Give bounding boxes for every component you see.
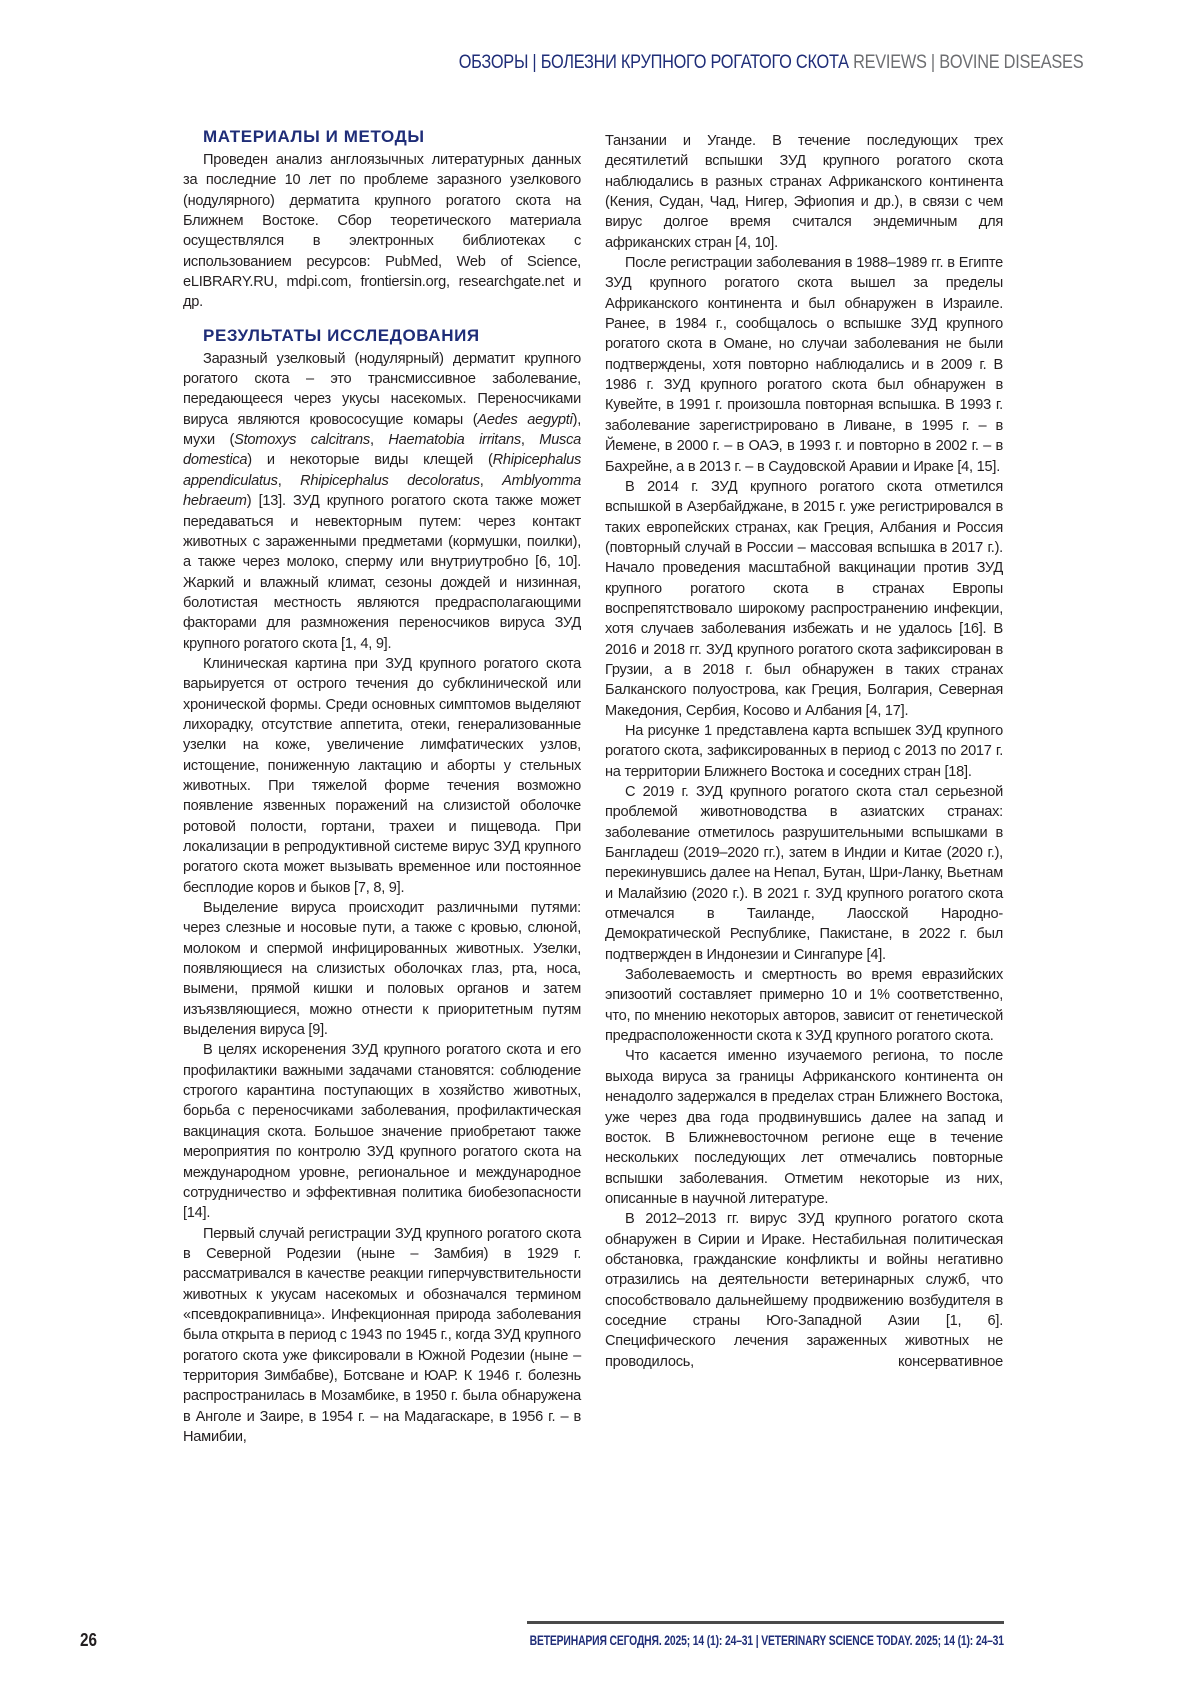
footer-divider: [527, 1621, 1004, 1624]
text-segment: ) [13]. ЗУД крупного рогатого скота также может передаваться и невекторным путем: через контакт животных с зараженными предметами (кормушки, поилки), а также через молоко, сперму или внутриутробно [6, 10]. Жаркий и влажный климат, сезоны дождей и низинная, болотистая местность являются предрасполагающими факторами для размножения переносчиков вируса ЗУД крупного рогатого скота [1, 4, 9].: [183, 493, 581, 651]
paragraph-clinical-picture: Клиническая картина при ЗУД крупного рогатого скота варьируется от острого течения до субклинической или хронической формы. Среди основных симптомов выделяют лихорадку, отсутствие аппетита, отеки, генерализованные узелки на коже, увеличение лимфатических узлов, истощение, пониженную лактацию и аборты у стельных животных. При тяжелой форме течения возможно появление язвенных поражений на слизистой оболочке ротовой полости, гортани, трахеи и пищевода. При локализации в репродуктивной системе вирус ЗУД крупного рогатого скота может вызывать временное или постоянное бесплодие коров и быков [7, 8, 9].: [183, 654, 581, 898]
heading-materials-methods: МАТЕРИАЛЫ И МЕТОДЫ: [203, 126, 581, 148]
paragraph-virus-shedding: Выделение вируса происходит различными путями: через слезные и носовые пути, а также с кровью, слюной, молоком и спермой инфицированных животных. Узелки, появляющиеся на слизистых оболочках глаз, рта, носа, вымени, прямой кишки и половых органов и затем изъязвляющиеся, можно отнести к приоритетным путям выделения вируса [9].: [183, 898, 581, 1040]
paragraph-history-africa: Первый случай регистрации ЗУД крупного рогатого скота в Северной Родезии (ныне – Замбия) в 1929 г. рассматривался в качестве реакции гиперчувствительности животных к укусам насекомых и обозначался термином «псевдокрапивница». Инфекционная природа заболевания была открыта в период с 1943 по 1945 г., когда ЗУД крупного рогатого скота уже фиксировали в Южной Родезии (ныне – территория Зимбабве), Ботсване и ЮАР. К 1946 г. болезнь распространилась в Мозамбике, в 1950 г. была обнаружена в Анголе и Заире, в 1954 г. – на Мадагаскаре, в 1956 г. – в Намибии,: [183, 1224, 581, 1448]
paragraph-middle-east-spread: После регистрации заболевания в 1988–1989 гг. в Египте ЗУД крупного рогатого скота вышел за пределы Африканского континента и был обнаружен в Израиле. Ранее, в 1984 г., сообщалось о вспышке ЗУД крупного рогатого скота в Омане, но случаи заболевания не были подтверждены, хотя повторно наблюдались и в 2009 г. В 1986 г. ЗУД крупного рогатого скота был обнаружен в Кувейте, в 1991 г. произошла повторная вспышка. В 1993 г. заболевание зарегистрировано в Ливане, в 1995 г. – в Йемене, в 2000 г. – в ОАЭ, в 1993 г. и повторно в 2002 г. – в Бахрейне, а в 2013 г. – в Саудовской Аравии и Ираке [4, 15].: [605, 253, 1003, 477]
paragraph-results-vectors: [183, 349, 581, 654]
running-header: [458, 52, 1083, 74]
paragraph-methods: Проведен анализ англоязычных литературных данных за последние 10 лет по проблеме заразного узелкового (нодулярного) дерматита крупного рогатого скота на Ближнем Востоке. Сбор теоретического материала осуществлялся в электронных библиотеках с использованием ресурсов: PubMed, Web of Science, eLIBRARY.RU, mdpi.com, frontiersin.org, researchgate.net и др.: [183, 150, 581, 313]
header-section-ru: ОБЗОРЫ | БОЛЕЗНИ КРУПНОГО РОГАТОГО СКОТА: [458, 52, 848, 73]
paragraph-region-focus: Что касается именно изучаемого региона, то после выхода вируса за границы Африканского континента он ненадолго задержался в пределах стран Ближнего Востока, уже через два года продвинувшись далее на запад и восток. В Ближневосточном регионе еще в течение нескольких последующих лет отмечались повторные вспышки заболевания. Отметим некоторые из них, описанные в научной литературе.: [605, 1046, 1003, 1209]
paragraph-europe-spread: В 2014 г. ЗУД крупного рогатого скота отметился вспышкой в Азербайджане, в 2015 г. уже регистрировался в таких европейских странах, как Греция, Албания и Россия (повторный случай в России – массовая вспышка в 2017 г.). Начало проведения масштабной вакцинации против ЗУД крупного рогатого скота в странах Европы воспрепятствовало широкому распространению инфекции, хотя случаев заболевания избежать и не удалось [16]. В 2016 и 2018 гг. ЗУД крупного рогатого скота зафиксирован в Грузии, а в 2018 г. был обнаружен в таких странах Балканского полуострова, как Греция, Болгария, Северная Македония, Сербия, Косово и Албания [4, 17].: [605, 477, 1003, 721]
paragraph-asia-spread: С 2019 г. ЗУД крупного рогатого скота стал серьезной проблемой животноводства в азиатских странах: заболевание отметилось разрушительными вспышками в Бангладеш (2019–2020 гг.), затем в Индии и Китае (2020 г.), перекинувшись далее на Непал, Бутан, Шри-Ланку, Вьетнам и Малайзию (2020 г.). В 2021 г. ЗУД крупного рогатого скота отмечался в Таиланде, Лаосской Народно-Демократической Республике, Пакистане, в 2022 г. был подтвержден в Индонезии и Сингапуре [4].: [605, 782, 1003, 965]
heading-results: РЕЗУЛЬТАТЫ ИССЛЕДОВАНИЯ: [203, 325, 581, 347]
paragraph-morbidity: Заболеваемость и смертность во время евразийских эпизоотий составляет примерно 10 и 1% соответственно, что, по мнению некоторых авторов, зависит от генетической предрасположенности скота к ЗУД крупного рогатого скота.: [605, 965, 1003, 1046]
header-section-en: REVIEWS | BOVINE DISEASES: [853, 52, 1083, 73]
paragraph-syria-iraq: В 2012–2013 гг. вирус ЗУД крупного рогатого скота обнаружен в Сирии и Ираке. Нестабильная политическая обстановка, гражданские конфликты и войны негативно отразились на деятельности ветеринарных служб, что способствовало дальнейшему продвижению возбудителя в соседние страны Юго-Западной Азии [1, 6]. Специфического лечения зараженных животных не проводилось, консервативное: [605, 1209, 1003, 1372]
paragraph-prevention: В целях искоренения ЗУД крупного рогатого скота и его профилактики важными задачами становятся: соблюдение строгого карантина поступающих в хозяйство животных, борьба с переносчиками заболевания, профилактическая вакцинация скота. Большое значение приобретают также мероприятия по контролю ЗУД крупного рогатого скота на международном уровне, региональное и международное сотрудничество и эффективная политика биобезопасности [14].: [183, 1040, 581, 1223]
species-name: Amblyomma hebraeum: [183, 473, 581, 509]
text-segment: Заразный узелковый (нодулярный) дерматит крупного рогатого скота – это трансмиссивное заболевание, передающееся через укусы насекомых. Переносчиками вируса являются кровососущие комары (: [183, 351, 581, 428]
text-segment: ), мухи (: [183, 412, 581, 448]
text-segment: ,: [480, 473, 502, 489]
page-number: 26: [80, 1630, 97, 1651]
text-segment: ,: [370, 432, 388, 448]
paragraph-figure-reference: На рисунке 1 представлена карта вспышек ЗУД крупного рогатого скота, зафиксированных в период с 2013 по 2017 г. на территории Ближнего Востока и соседних стран [18].: [605, 721, 1003, 782]
right-column: [605, 131, 1003, 1372]
left-column: [183, 126, 581, 1447]
paragraph-africa-continued: Танзании и Уганде. В течение последующих трех десятилетий вспышки ЗУД крупного рогатого скота наблюдались в разных странах Африканского континента (Кения, Судан, Чад, Нигер, Эфиопия и др.), в связи с чем вирус долгое время считался эндемичным для африканских стран [4, 10].: [605, 131, 1003, 253]
species-name: Aedes aegypti: [477, 412, 572, 428]
text-segment: ) и некоторые виды клещей (: [247, 452, 492, 468]
species-name: Stomoxys calcitrans: [234, 432, 370, 448]
species-name: Musca domestica: [183, 432, 581, 468]
species-name: Rhipicephalus decoloratus: [300, 473, 480, 489]
journal-citation: ВЕТЕРИНАРИЯ СЕГОДНЯ. 2025; 14 (1): 24–31 | VETERINARY SCIENCE TODAY. 2025; 14 (1): 24–31: [530, 1632, 1004, 1648]
species-name: Haematobia irritans: [388, 432, 521, 448]
text-segment: ,: [521, 432, 539, 448]
species-name: Rhipicephalus appendiculatus: [183, 452, 581, 488]
text-segment: ,: [278, 473, 300, 489]
